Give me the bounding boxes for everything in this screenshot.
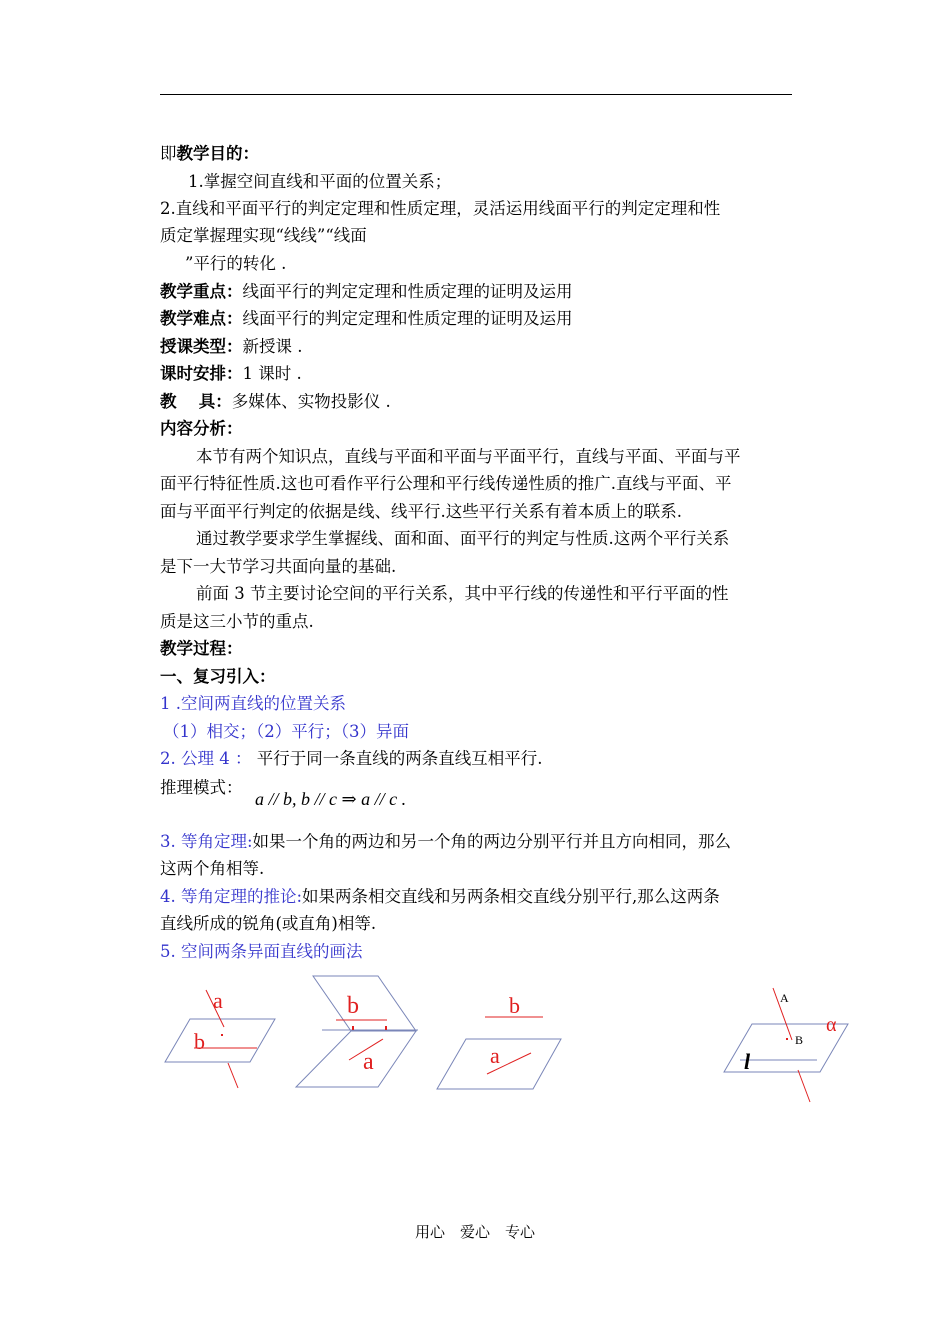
analysis-line: 通过教学要求学生掌握线、面和面、面平行的判定与性质.这两个平行关系: [196, 529, 730, 548]
page-footer: 用心 爱心 专心: [414, 1223, 535, 1241]
analysis-line: 本节有两个知识点，直线与平面和平面与平面平行，直线与平面、平面与平: [196, 447, 741, 466]
difficulty: 教学难点：线面平行的判定定理和性质定理的证明及运用: [160, 309, 573, 328]
reasoning-formula: a // b, b // c ⇒ a // c .: [255, 789, 407, 809]
key-point: 教学重点：线面平行的判定定理和性质定理的证明及运用: [160, 282, 573, 301]
teaching-tools: 教 具：多媒体、实物投影仪 .: [160, 392, 391, 411]
review-item-1: 1 .空间两直线的位置关系: [160, 694, 346, 713]
label-b: b: [347, 993, 359, 1019]
figure-3: [437, 993, 561, 1089]
plane-parallelogram: [165, 1019, 275, 1062]
review-heading: 一、复习引入：: [160, 667, 276, 686]
label-a: a: [213, 988, 223, 1013]
point-B: [786, 1038, 788, 1040]
mark: [352, 1026, 354, 1030]
review-item-2: 2. 公理 4 ： 平行于同一条直线的两条直线互相平行.: [160, 749, 543, 768]
label-a: a: [363, 1049, 374, 1075]
analysis-heading: 内容分析：: [160, 419, 243, 438]
process-heading: 教学过程：: [160, 639, 243, 658]
figure-1: [165, 988, 275, 1088]
review-item-4-cont: 直线所成的锐角(或直角)相等.: [160, 914, 377, 933]
intersection-dot: [221, 1034, 223, 1036]
label-a: a: [490, 1043, 500, 1068]
figure-2: [296, 976, 418, 1087]
line-a-below: [228, 1063, 238, 1088]
plane-upper: [313, 976, 416, 1031]
label-B: B: [795, 1033, 804, 1047]
review-item-3-cont: 这两个角相等.: [160, 859, 265, 878]
label-alpha: α: [826, 1014, 837, 1036]
objective-2-end: ”平行的转化 .: [185, 254, 287, 273]
plane-lower: [296, 1031, 416, 1087]
reasoning-label: 推理模式：: [160, 778, 243, 797]
objective-heading: 即教学目的：: [160, 144, 259, 163]
objective-2: 2.直线和平面平行的判定定理和性质定理，灵活运用线面平行的判定定理和性: [160, 199, 721, 218]
mark: [385, 1026, 387, 1030]
lesson-type: 授课类型：新授课 .: [160, 337, 303, 356]
analysis-line: 前面 3 节主要讨论空间的平行关系，其中平行线的传递性和平行平面的性: [196, 584, 729, 603]
review-item-1-detail: （1）相交；（2）平行；（3）异面: [163, 722, 409, 741]
analysis-line: 质是这三小节的重点.: [160, 612, 314, 631]
analysis-line: 面平行特征性质.这也可看作平行公理和平行线传递性质的推广.直线与平面、平: [160, 474, 732, 493]
class-hours: 课时安排：1 课时 .: [160, 364, 302, 383]
objective-1: 1.掌握空间直线和平面的位置关系；: [188, 172, 452, 191]
review-item-3: 3. 等角定理:如果一个角的两边和另一个角的两边分别平行并且方向相同，那么: [160, 832, 732, 851]
review-item-4: 4. 等角定理的推论:如果两条相交直线和另两条相交直线分别平行,那么这两条: [160, 887, 720, 906]
figure-4: [724, 988, 848, 1102]
label-b: b: [194, 1029, 205, 1054]
label-b: b: [509, 993, 520, 1018]
analysis-line: 是下一大节学习共面向量的基础.: [160, 557, 397, 576]
objective-2-cont: 质定掌握理实现“线线”“线面: [160, 226, 367, 245]
analysis-line: 面与平面平行判定的依据是线、线平行.这些平行关系有着本质上的联系.: [160, 502, 682, 521]
label-l: l: [744, 1049, 751, 1074]
review-item-5: 5. 空间两条异面直线的画法: [160, 942, 363, 961]
label-A: A: [780, 991, 789, 1005]
line-AB-below: [798, 1070, 810, 1102]
